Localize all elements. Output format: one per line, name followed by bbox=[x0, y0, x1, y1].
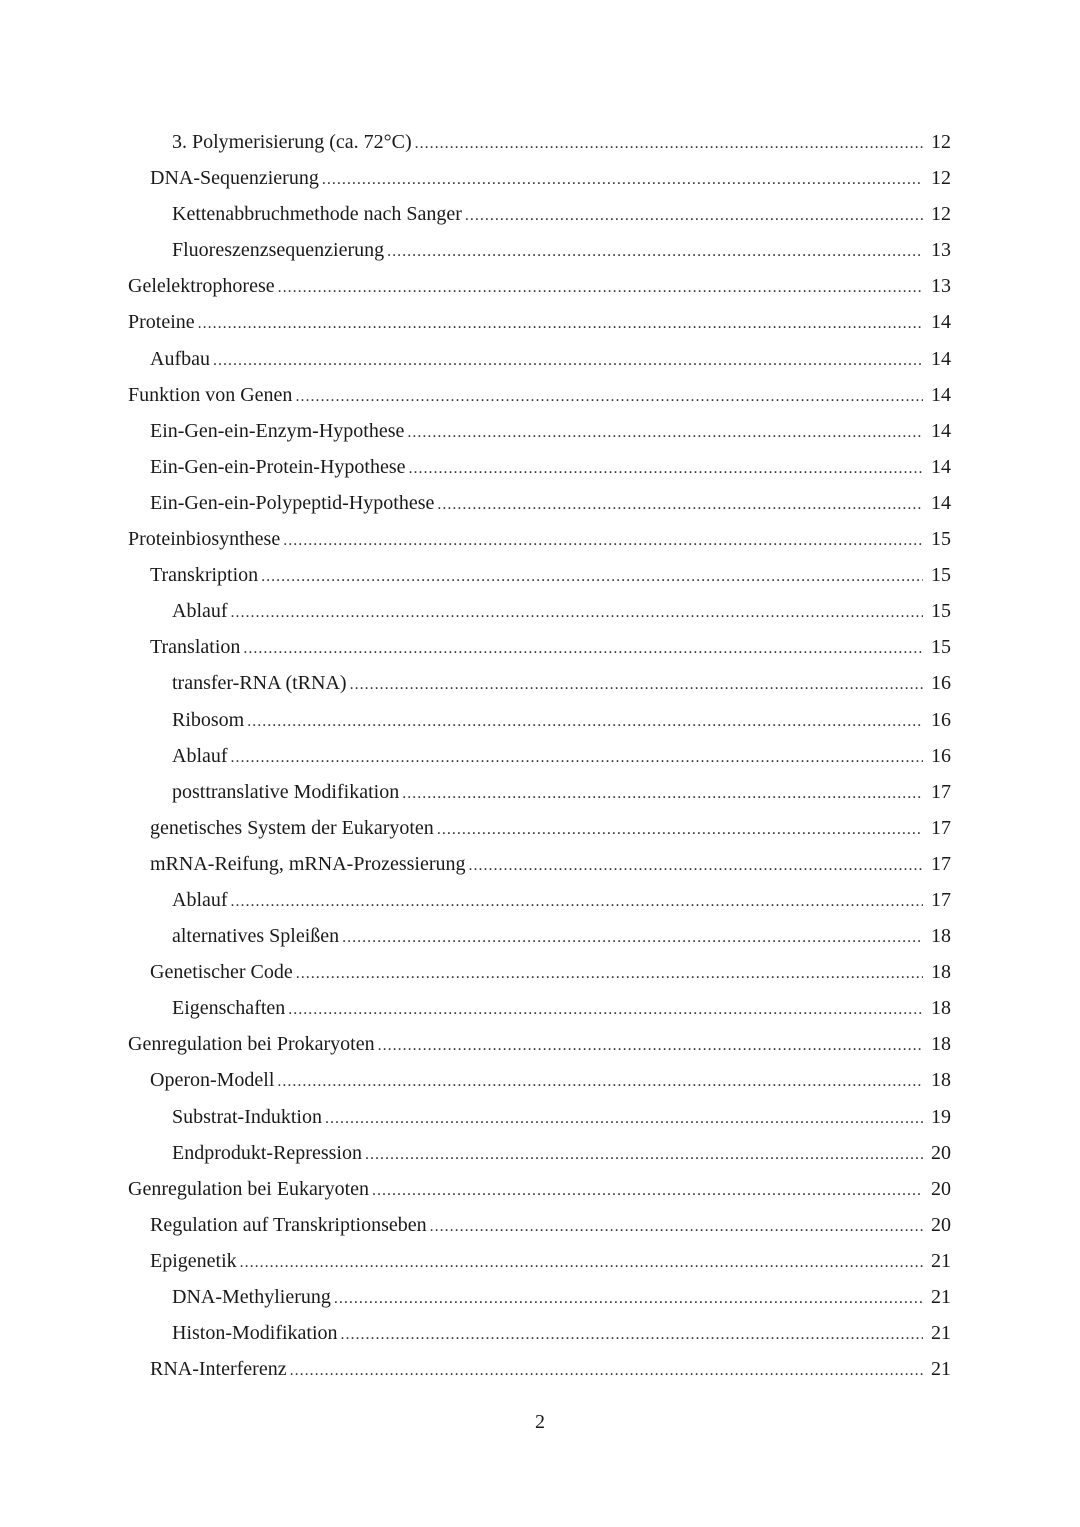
toc-entry[interactable] bbox=[128, 232, 951, 268]
toc-dot-leader bbox=[430, 1209, 923, 1245]
toc-entry-page: 19 bbox=[931, 1105, 951, 1128]
toc-dot-leader bbox=[341, 1317, 923, 1353]
toc-entry-page: 15 bbox=[931, 636, 951, 659]
toc-entry[interactable] bbox=[128, 268, 951, 304]
toc-entry[interactable] bbox=[128, 593, 951, 629]
toc-entry-page: 21 bbox=[931, 1286, 951, 1308]
toc-dot-leader bbox=[322, 162, 923, 198]
toc-entry[interactable] bbox=[128, 1171, 951, 1207]
toc-entry-page: 21 bbox=[931, 1322, 951, 1345]
toc-entry-title: Eigenschaften bbox=[172, 997, 286, 1020]
toc-entry-title: Proteine bbox=[128, 311, 195, 334]
toc-dot-leader bbox=[465, 198, 923, 234]
toc-dot-leader bbox=[240, 1245, 923, 1281]
toc-dot-leader bbox=[372, 1173, 923, 1209]
toc-entry[interactable] bbox=[128, 990, 951, 1026]
toc-entry[interactable] bbox=[128, 341, 951, 377]
toc-entry[interactable] bbox=[128, 846, 951, 882]
toc-dot-leader bbox=[437, 487, 923, 523]
toc-dot-leader bbox=[231, 740, 923, 776]
toc-entry-page: 14 bbox=[931, 491, 951, 514]
toc-entry[interactable] bbox=[128, 1315, 951, 1351]
toc-entry[interactable] bbox=[128, 160, 951, 196]
toc-entry[interactable] bbox=[128, 377, 951, 413]
toc-entry-page: 18 bbox=[931, 925, 951, 948]
toc-entry-title: Gelelektrophorese bbox=[128, 275, 275, 298]
toc-entry[interactable] bbox=[128, 1279, 951, 1315]
table-of-contents bbox=[128, 124, 951, 1387]
toc-dot-leader bbox=[437, 812, 923, 848]
toc-entry-title: Ablauf bbox=[172, 744, 228, 767]
toc-dot-leader bbox=[261, 559, 923, 595]
toc-entry[interactable] bbox=[128, 1351, 951, 1387]
toc-dot-leader bbox=[415, 126, 923, 162]
toc-entry-page: 14 bbox=[931, 455, 951, 478]
toc-dot-leader bbox=[296, 956, 923, 992]
toc-entry-title: Proteinbiosynthese bbox=[128, 528, 281, 551]
toc-entry[interactable] bbox=[128, 774, 951, 810]
toc-dot-leader bbox=[408, 451, 923, 487]
toc-dot-leader bbox=[288, 992, 923, 1028]
toc-entry-page: 20 bbox=[931, 1213, 951, 1236]
toc-dot-leader bbox=[387, 234, 923, 270]
toc-dot-leader bbox=[407, 415, 923, 451]
toc-entry-title: Histon-Modifikation bbox=[172, 1322, 338, 1345]
toc-entry-page: 15 bbox=[931, 564, 951, 587]
toc-entry-title: Regulation auf Transkriptionseben bbox=[150, 1213, 427, 1236]
toc-entry-page: 17 bbox=[931, 780, 951, 803]
toc-entry[interactable] bbox=[128, 485, 951, 521]
toc-entry-title: Ablauf bbox=[172, 600, 228, 623]
toc-entry-title: Funktion von Genen bbox=[128, 383, 293, 406]
toc-entry-page: 16 bbox=[931, 708, 951, 731]
toc-entry[interactable] bbox=[128, 954, 951, 990]
toc-entry-page: 18 bbox=[931, 1033, 951, 1056]
toc-entry-page: 14 bbox=[931, 347, 951, 370]
toc-dot-leader bbox=[213, 343, 923, 379]
toc-dot-leader bbox=[378, 1028, 923, 1064]
toc-entry[interactable] bbox=[128, 521, 951, 557]
toc-entry-page: 18 bbox=[931, 961, 951, 984]
toc-entry-page: 14 bbox=[931, 311, 951, 334]
toc-entry-title: Endprodukt-Repression bbox=[172, 1141, 362, 1164]
toc-dot-leader bbox=[243, 631, 923, 667]
toc-entry[interactable] bbox=[128, 1207, 951, 1243]
toc-entry-title: Genregulation bei Eukaryoten bbox=[128, 1177, 370, 1200]
toc-entry-title: transfer-RNA (tRNA) bbox=[172, 672, 347, 695]
toc-entry-page: 20 bbox=[931, 1177, 951, 1200]
toc-entry-title: Ribosom bbox=[172, 708, 245, 731]
toc-dot-leader bbox=[247, 704, 923, 740]
toc-entry[interactable] bbox=[128, 1135, 951, 1171]
toc-entry-page: 17 bbox=[931, 852, 951, 875]
toc-entry-page: 14 bbox=[931, 383, 951, 406]
toc-dot-leader bbox=[283, 523, 923, 559]
toc-entry-page: 13 bbox=[931, 275, 951, 298]
toc-entry-page: 20 bbox=[931, 1141, 951, 1164]
toc-dot-leader bbox=[325, 1101, 923, 1137]
page-number: 2 bbox=[535, 1411, 545, 1433]
toc-entry-title: Translation bbox=[150, 636, 241, 659]
toc-entry[interactable] bbox=[128, 449, 951, 485]
toc-dot-leader bbox=[334, 1281, 923, 1317]
toc-entry[interactable] bbox=[128, 629, 951, 665]
toc-entry-page: 15 bbox=[931, 600, 951, 623]
toc-entry-title: DNA-Methylierung bbox=[172, 1286, 331, 1308]
toc-entry[interactable] bbox=[128, 196, 951, 232]
toc-entry-page: 15 bbox=[931, 528, 951, 551]
toc-entry-title: 3. Polymerisierung (ca. 72°C) bbox=[172, 131, 412, 153]
toc-entry-title: Ein-Gen-ein-Protein-Hypothese bbox=[150, 455, 406, 478]
toc-entry-page: 16 bbox=[931, 744, 951, 767]
toc-entry-title: Kettenabbruchmethode nach Sanger bbox=[172, 203, 462, 226]
toc-entry-page: 18 bbox=[931, 1069, 951, 1092]
toc-entry[interactable] bbox=[128, 1062, 951, 1098]
toc-entry-page: 16 bbox=[931, 672, 951, 695]
toc-entry[interactable] bbox=[128, 557, 951, 593]
toc-dot-leader bbox=[295, 379, 923, 415]
toc-entry-page: 14 bbox=[931, 419, 951, 442]
toc-entry[interactable] bbox=[128, 1026, 951, 1062]
toc-entry[interactable] bbox=[128, 124, 951, 160]
toc-entry-title: Fluoreszenzsequenzierung bbox=[172, 239, 385, 262]
toc-entry[interactable] bbox=[128, 413, 951, 449]
toc-entry-page: 13 bbox=[931, 239, 951, 262]
toc-entry-title: Ein-Gen-ein-Polypeptid-Hypothese bbox=[150, 491, 435, 514]
toc-entry-title: Genetischer Code bbox=[150, 961, 293, 984]
toc-entry[interactable] bbox=[128, 1243, 951, 1279]
toc-dot-leader bbox=[469, 848, 923, 884]
toc-entry-title: Transkription bbox=[150, 564, 259, 587]
toc-entry-title: mRNA-Reifung, mRNA-Prozessierung bbox=[150, 852, 466, 875]
toc-entry-page: 21 bbox=[931, 1249, 951, 1272]
toc-entry-title: RNA-Interferenz bbox=[150, 1358, 287, 1381]
toc-entry-page: 17 bbox=[931, 816, 951, 839]
toc-entry-title: Operon-Modell bbox=[150, 1069, 275, 1092]
toc-dot-leader bbox=[198, 306, 923, 342]
toc-entry-title: Ablauf bbox=[172, 888, 228, 911]
toc-entry[interactable] bbox=[128, 665, 951, 701]
toc-entry-title: Genregulation bei Prokaryoten bbox=[128, 1033, 375, 1056]
toc-entry-title: Epigenetik bbox=[150, 1249, 237, 1272]
toc-entry-page: 12 bbox=[931, 167, 951, 190]
toc-entry-page: 12 bbox=[931, 203, 951, 226]
toc-entry[interactable] bbox=[128, 702, 951, 738]
toc-entry[interactable] bbox=[128, 1099, 951, 1135]
toc-entry[interactable] bbox=[128, 304, 951, 340]
toc-dot-leader bbox=[231, 595, 923, 631]
toc-entry-title: alternatives Spleißen bbox=[172, 925, 340, 948]
toc-dot-leader bbox=[365, 1137, 923, 1173]
toc-entry[interactable] bbox=[128, 810, 951, 846]
toc-dot-leader bbox=[342, 920, 923, 956]
toc-entry-title: genetisches System der Eukaryoten bbox=[150, 816, 434, 839]
toc-dot-leader bbox=[231, 884, 923, 920]
toc-entry-title: Ein-Gen-ein-Enzym-Hypothese bbox=[150, 419, 405, 442]
toc-entry-page: 21 bbox=[931, 1358, 951, 1381]
toc-entry-title: Substrat-Induktion bbox=[172, 1105, 322, 1128]
toc-entry-title: DNA-Sequenzierung bbox=[150, 167, 319, 190]
toc-entry[interactable] bbox=[128, 918, 951, 954]
toc-entry-page: 12 bbox=[931, 131, 951, 153]
toc-entry-page: 18 bbox=[931, 997, 951, 1020]
toc-dot-leader bbox=[278, 270, 923, 306]
toc-dot-leader bbox=[277, 1064, 923, 1100]
toc-entry-title: Aufbau bbox=[150, 347, 210, 370]
toc-dot-leader bbox=[402, 776, 923, 812]
toc-entry-title: posttranslative Modifikation bbox=[172, 780, 400, 803]
toc-entry[interactable] bbox=[128, 738, 951, 774]
toc-dot-leader bbox=[290, 1353, 923, 1389]
toc-dot-leader bbox=[350, 667, 923, 703]
toc-entry-page: 17 bbox=[931, 888, 951, 911]
toc-entry[interactable] bbox=[128, 882, 951, 918]
